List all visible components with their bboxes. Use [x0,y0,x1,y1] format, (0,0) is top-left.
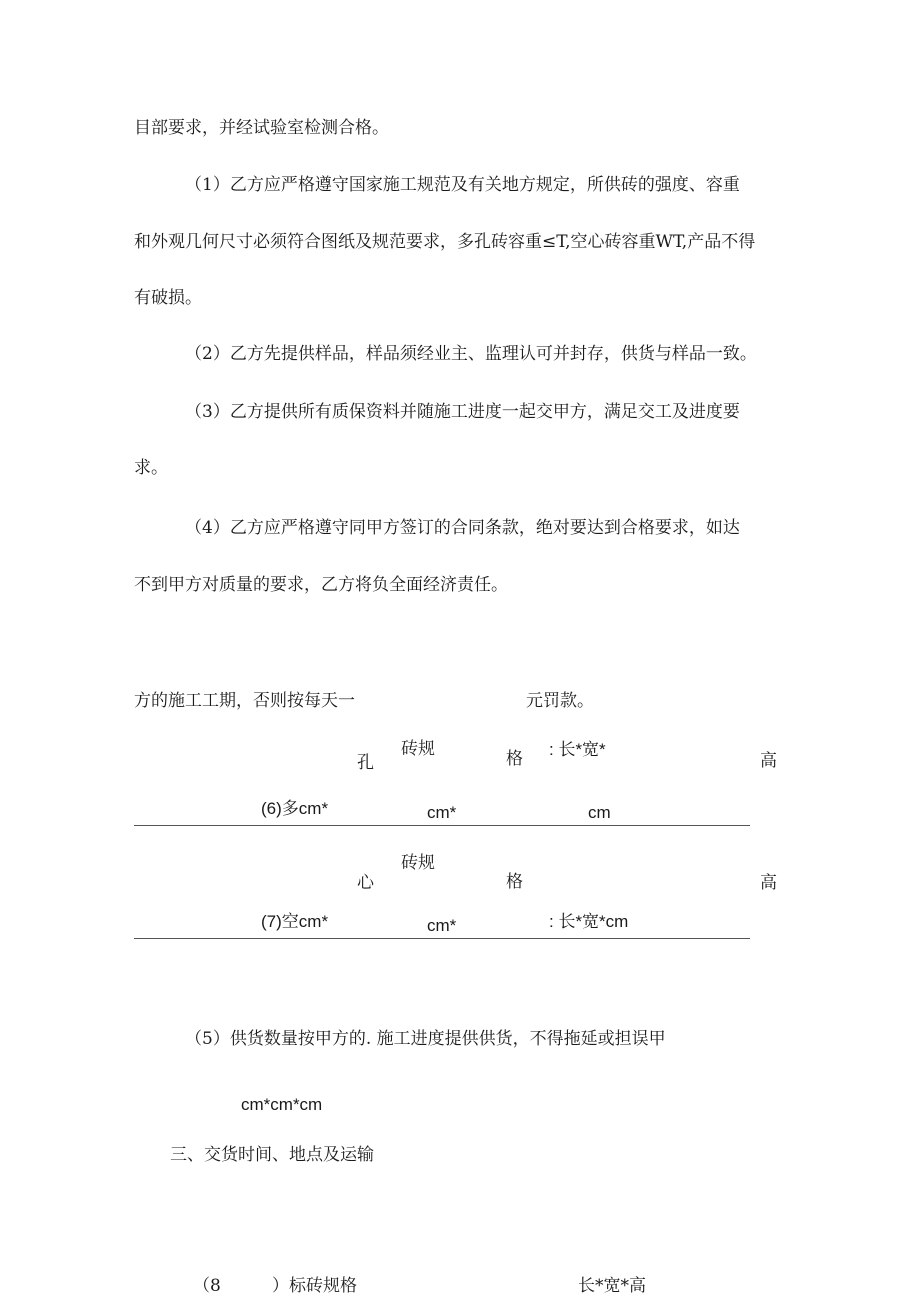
item6-height: 高 [760,751,777,771]
section-3-heading: 三、交货时间、地点及运输 [170,1145,374,1165]
item6-label: (6)多cm* [261,799,329,818]
item7-height: 高 [760,873,777,893]
item6-cm-star: cm* [427,803,457,822]
clause-3-line-1: （3）乙方提供所有质保资料并随施工进度一起交甲方，满足交工及进度要 [185,402,740,422]
item6-brick-spec: 砖规 [401,739,435,759]
item6-cm: cm [588,803,611,822]
item7-grade: 格 [506,872,523,892]
item8-open: （8 [193,1276,221,1296]
item7-label: (7)空cm* [261,912,329,931]
item7-core: 心 [357,873,374,893]
paragraph-continuation: 目部要求，并经试验室检测合格。 [134,118,389,138]
clause-1-line-1: （1）乙方应严格遵守国家施工规范及有关地方规定，所供砖的强度、容重 [185,175,740,195]
item6-length-width: : 长*宽* [549,740,606,759]
item8-dimensions: 长*宽*高 [578,1276,646,1296]
item6-underline [134,825,750,826]
item8-standard-brick-spec: ）标砖规格 [272,1276,357,1296]
penalty-text-part-2: 元罚款。 [526,691,594,711]
item6-hole: 孔 [357,753,374,773]
item7-underline [134,938,750,939]
clause-1-line-2: 和外观几何尺寸必须符合图纸及规范要求，多孔砖容重≤T,空心砖容重WT,产品不得 [134,232,756,252]
clause-3-line-2: 求。 [134,458,168,478]
item6-grade: 格 [506,749,523,769]
item7-cm-star: cm* [427,916,457,935]
clause-4-line-1: （4）乙方应严格遵守同甲方签订的合同条款，绝对要达到合格要求，如达 [185,518,740,538]
clause-1-line-3: 有破损。 [134,288,202,308]
penalty-text-part-1: 方的施工工期，否则按每天一 [134,691,355,711]
item7-brick-spec: 砖规 [401,853,435,873]
clause-4-line-2: 不到甲方对质量的要求，乙方将负全面经济责任。 [134,575,508,595]
dimension-units: cm*cm*cm [241,1095,323,1114]
clause-5: （5）供货数量按甲方的. 施工进度提供供货，不得拖延或担误甲 [185,1029,666,1049]
clause-2: （2）乙方先提供样品，样品须经业主、监理认可并封存，供货与样品一致。 [185,344,757,364]
item7-length-width-cm: : 长*宽*cm [549,912,629,931]
